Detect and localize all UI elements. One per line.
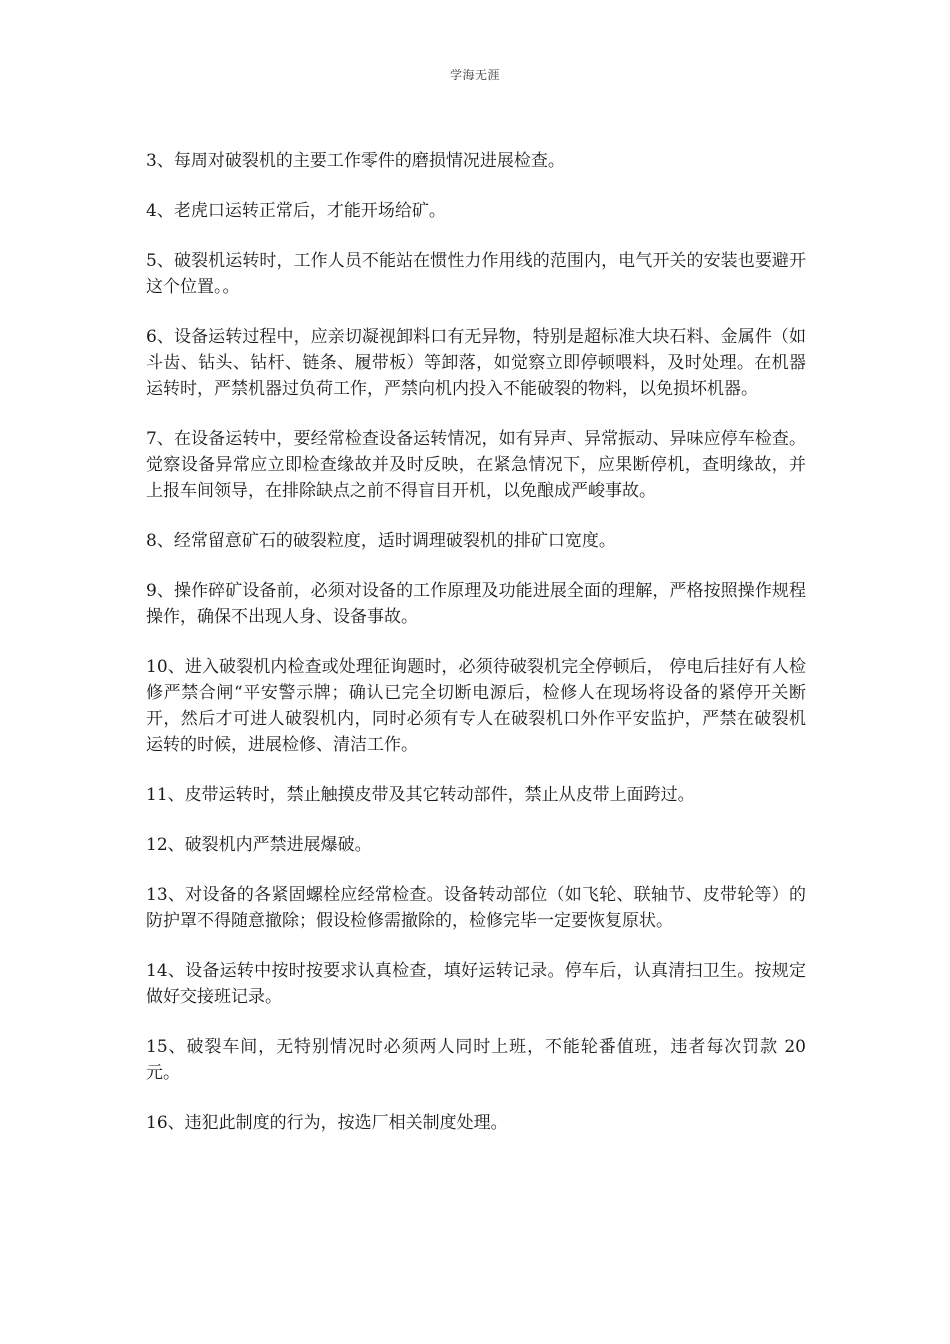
paragraph-item-5: 5、破裂机运转时，工作人员不能站在惯性力作用线的范围内，电气开关的安装也要避开这个位置。。 bbox=[146, 251, 806, 297]
page-header: 学海无涯 bbox=[449, 68, 500, 82]
paragraph-item-12: 12、破裂机内严禁进展爆破。 bbox=[146, 835, 372, 855]
document-body bbox=[146, 148, 806, 1160]
paragraph-item-16: 16、违犯此制度的行为，按选厂相关制度处理。 bbox=[146, 1113, 508, 1133]
paragraph-item-8: 8、经常留意矿石的破裂粒度，适时调理破裂机的排矿口宽度。 bbox=[146, 531, 616, 551]
paragraph-item-11: 11、皮带运转时，禁止触摸皮带及其它转动部件，禁止从皮带上面跨过。 bbox=[146, 785, 695, 805]
paragraph-item-9: 9、操作碎矿设备前，必须对设备的工作原理及功能进展全面的理解，严格按照操作规程操作，确保不出现人身、设备事故。 bbox=[146, 581, 806, 627]
paragraph-item-10: 10、进入破裂机内检查或处理征询题时，必须待破裂机完全停顿后， 停电后挂好有人检修严禁合闸“平安警示牌；确认已完全切断电源后，检修人在现场将设备的紧停开关断开，然后才可进人破裂机内，同时必须有专人在破裂机口外作平安监护，严禁在破裂机运转的时候，进展检修、清洁工作。 bbox=[146, 657, 806, 755]
paragraph-item-15: 15、破裂车间，无特别情况时必须两人同时上班，不能轮番值班，违者每次罚款 20 元。 bbox=[146, 1037, 806, 1083]
paragraph-item-4: 4、老虎口运转正常后，才能开场给矿。 bbox=[146, 201, 446, 221]
paragraph-item-3: 3、每周对破裂机的主要工作零件的磨损情况进展检查。 bbox=[146, 151, 565, 171]
paragraph-item-13: 13、对设备的各紧固螺栓应经常检查。设备转动部位（如飞轮、联轴节、皮带轮等）的防护罩不得随意撤除；假设检修需撤除的，检修完毕一定要恢复原状。 bbox=[146, 885, 806, 931]
paragraph-item-6: 6、设备运转过程中，应亲切凝视卸料口有无异物，特别是超标准大块石料、金属件（如斗齿、钻头、钻杆、链条、履带板）等卸落，如觉察立即停顿喂料，及时处理。在机器运转时，严禁机器过负荷工作，严禁向机内投入不能破裂的物料，以免损坏机器。 bbox=[146, 327, 806, 399]
paragraph-item-7: 7、在设备运转中，要经常检查设备运转情况，如有异声、异常振动、异味应停车检查。觉察设备异常应立即检查缘故并及时反映，在紧急情况下，应果断停机，查明缘故，并上报车间领导，在排除缺点之前不得盲目开机，以免酿成严峻事故。 bbox=[146, 429, 806, 501]
paragraph-item-14: 14、设备运转中按时按要求认真检查，填好运转记录。停车后，认真清扫卫生。按规定做好交接班记录。 bbox=[146, 961, 806, 1007]
